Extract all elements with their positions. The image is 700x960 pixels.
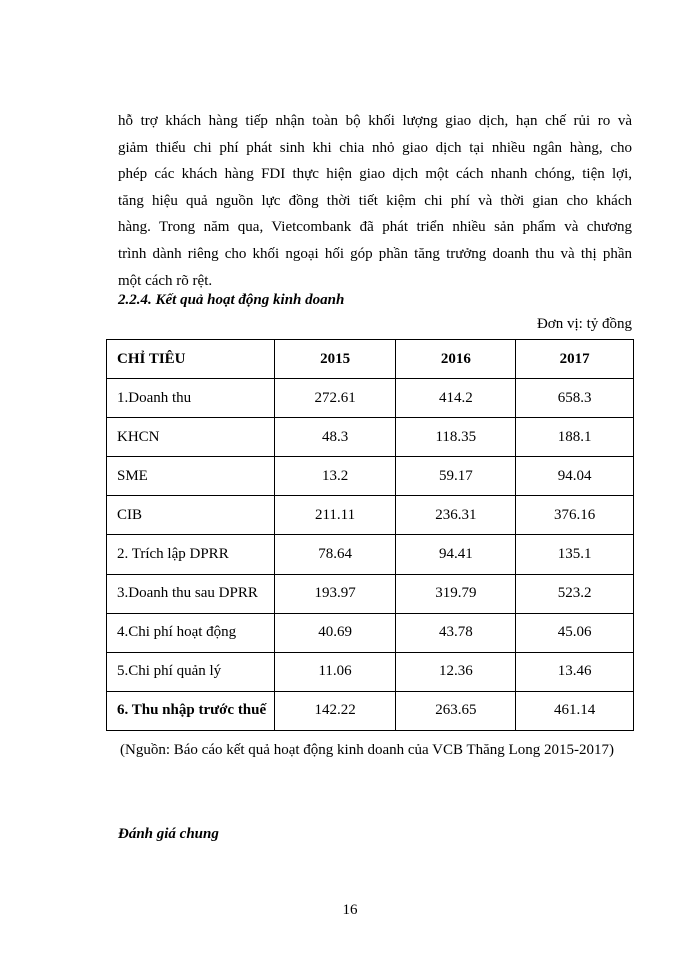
row-label: KHCN (107, 418, 275, 457)
table-cell: 272.61 (274, 379, 396, 418)
table-row (107, 496, 634, 535)
header-cell: 2015 (274, 340, 396, 379)
table-row (107, 574, 634, 613)
table-cell: 118.35 (396, 418, 516, 457)
paragraph-line: hàng. Trong năm qua, Vietcombank đã phát triển nhiều sản phẩm và chương (118, 219, 632, 236)
table-cell: 78.64 (274, 535, 396, 574)
page-number: 16 (342, 902, 358, 918)
table-cell: 45.06 (516, 613, 634, 652)
row-label: CIB (107, 496, 275, 535)
table-row (107, 379, 634, 418)
row-label: 5.Chi phí quản lý (107, 652, 275, 691)
table-cell: 263.65 (396, 691, 516, 730)
table-cell: 59.17 (396, 457, 516, 496)
table-cell: 13.2 (274, 457, 396, 496)
table-cell: 12.36 (396, 652, 516, 691)
table-row (107, 535, 634, 574)
source-note: (Nguồn: Báo cáo kết quả hoạt động kinh doanh của VCB Thăng Long 2015-2017) (120, 742, 614, 758)
table-cell: 236.31 (396, 496, 516, 535)
table-row (107, 418, 634, 457)
results-table (106, 339, 634, 731)
row-label: 2. Trích lập DPRR (107, 535, 275, 574)
table-cell: 142.22 (274, 691, 396, 730)
row-label: 6. Thu nhập trước thuế (107, 691, 275, 730)
table-cell: 211.11 (274, 496, 396, 535)
paragraph-line: trình dành riêng cho khối ngoại hối góp phần tăng trưởng doanh thu và thị phần (118, 245, 632, 262)
header-cell: 2017 (516, 340, 634, 379)
table-cell: 48.3 (274, 418, 396, 457)
table-cell: 523.2 (516, 574, 634, 613)
row-label: SME (107, 457, 275, 496)
paragraph-line: giảm thiểu chi phí phát sinh khi chia nhỏ giao dịch tại nhiều ngân hàng, cho (118, 139, 632, 156)
table-cell: 658.3 (516, 379, 634, 418)
header-cell: CHỈ TIÊU (107, 340, 275, 379)
table-cell: 13.46 (516, 652, 634, 691)
section-heading: 2.2.4. Kết quả hoạt động kinh doanh (118, 292, 345, 308)
table-cell: 135.1 (516, 535, 634, 574)
table-cell: 461.14 (516, 691, 634, 730)
unit-note: Đơn vị: tỷ đồng (536, 316, 632, 332)
table-cell: 94.04 (516, 457, 634, 496)
table-cell: 414.2 (396, 379, 516, 418)
paragraph-line: hỗ trợ khách hàng tiếp nhận toàn bộ khối lượng giao dịch, hạn chế rủi ro và (118, 113, 632, 129)
header-cell: 2016 (396, 340, 516, 379)
table-cell: 376.16 (516, 496, 634, 535)
table-cell: 11.06 (274, 652, 396, 691)
table-cell: 193.97 (274, 574, 396, 613)
row-label: 4.Chi phí hoạt động (107, 613, 275, 652)
table-cell: 40.69 (274, 613, 396, 652)
row-label: 1.Doanh thu (107, 379, 275, 418)
evaluation-heading: Đánh giá chung (118, 826, 219, 842)
table-row-total (107, 691, 634, 730)
table-header-row (107, 340, 634, 379)
table-row (107, 652, 634, 691)
table-row (107, 457, 634, 496)
paragraph-line: tăng hiệu quả nguồn lực đồng thời tiết kiệm chi phí và thời gian cho khách (118, 192, 632, 209)
table-cell: 94.41 (396, 535, 516, 574)
body-paragraph (118, 108, 632, 294)
table-row (107, 613, 634, 652)
paragraph-line: phép các khách hàng FDI thực hiện giao dịch một cách nhanh chóng, tiện lợi, (118, 166, 632, 183)
table-cell: 319.79 (396, 574, 516, 613)
table-cell: 43.78 (396, 613, 516, 652)
table-cell: 188.1 (516, 418, 634, 457)
paragraph-line: một cách rõ rệt. (118, 272, 213, 289)
row-label: 3.Doanh thu sau DPRR (107, 574, 275, 613)
